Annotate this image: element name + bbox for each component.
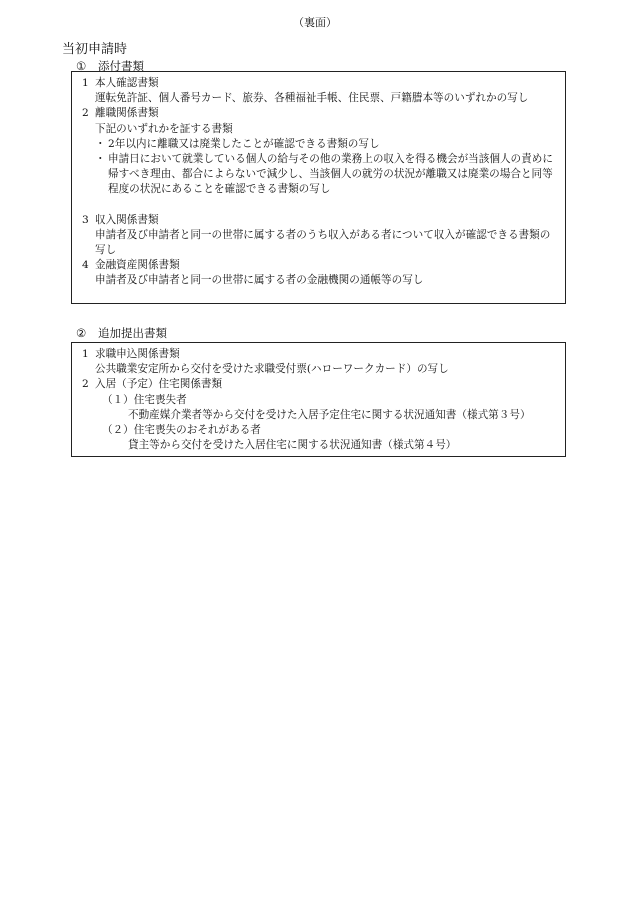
section-additional-documents-title	[76, 325, 167, 341]
section-title-text: 追加提出書類	[98, 326, 167, 340]
document-item-income	[82, 213, 557, 259]
document-item-job-application	[82, 347, 557, 377]
section-title-text: 添付書類	[98, 59, 144, 73]
page-title: 当初申請時	[62, 42, 128, 57]
bullet-item	[82, 137, 557, 152]
bullet-text: 2年以内に離職又は廃業したことが確認できる書類の写し	[108, 137, 380, 150]
item-number: 2	[82, 378, 89, 391]
document-item-separation	[82, 106, 557, 197]
bullet-item	[82, 152, 557, 198]
section-number: ①	[76, 59, 87, 73]
item-number: 1	[82, 348, 89, 360]
section-number: ②	[76, 326, 87, 340]
item-title: 求職申込関係書類	[95, 348, 180, 360]
item-description: 申請者及び申請者と同一の世帯に属する者のうち収入がある者について収入が確認できる書類の写し	[95, 228, 551, 257]
document-item-identity	[82, 76, 557, 106]
item-title: 本人確認書類	[95, 77, 159, 89]
item-number: 2	[82, 107, 89, 120]
item-intro: 下記のいずれかを証する書類	[95, 122, 233, 135]
bullet-text: 申請日において就業している個人の給与その他の業務上の収入を得る機会が当該個人の責めに帰すべき理由、都合によらないで減少し、当該個人の就労の状況が離職又は廃業の場合と同等程度の状況にあることを確認できる書類の写し	[108, 153, 553, 196]
sub-item-label: （２）住宅喪失のおそれがある者	[102, 424, 261, 437]
item-number: 1	[82, 77, 89, 89]
document-item-housing	[82, 377, 557, 453]
item-number: 3	[82, 213, 89, 226]
additional-documents-box	[71, 342, 566, 457]
item-title: 収入関係書類	[95, 213, 159, 226]
item-description: 公共職業安定所から交付を受けた求職受付票(ハローワークカード）の写し	[95, 363, 449, 376]
sub-item-description: 不動産媒介業者等から交付を受けた入居予定住宅に関する状況通知書（様式第３号）	[128, 408, 531, 421]
item-title: 入居（予定）住宅関係書類	[95, 378, 223, 391]
bullet-dot: ・	[95, 137, 106, 150]
attached-documents-box	[71, 71, 566, 304]
item-title: 金融資産関係書類	[95, 259, 180, 272]
sub-item-description: 貸主等から交付を受けた入居住宅に関する状況通知書（様式第４号）	[128, 439, 457, 452]
page-side-label: （裏面）	[293, 16, 337, 29]
bullet-dot: ・	[95, 153, 106, 166]
item-title: 離職関係書類	[95, 107, 159, 120]
sub-item-label: （１）住宅喪失者	[102, 393, 187, 406]
document-item-financial-assets	[82, 258, 557, 288]
item-number: 4	[82, 259, 89, 272]
item-description: 申請者及び申請者と同一の世帯に属する者の金融機関の通帳等の写し	[95, 274, 424, 287]
item-description: 運転免許証、個人番号カード、旅券、各種福祉手帳、住民票、戸籍謄本等のいずれかの写し	[95, 92, 529, 105]
